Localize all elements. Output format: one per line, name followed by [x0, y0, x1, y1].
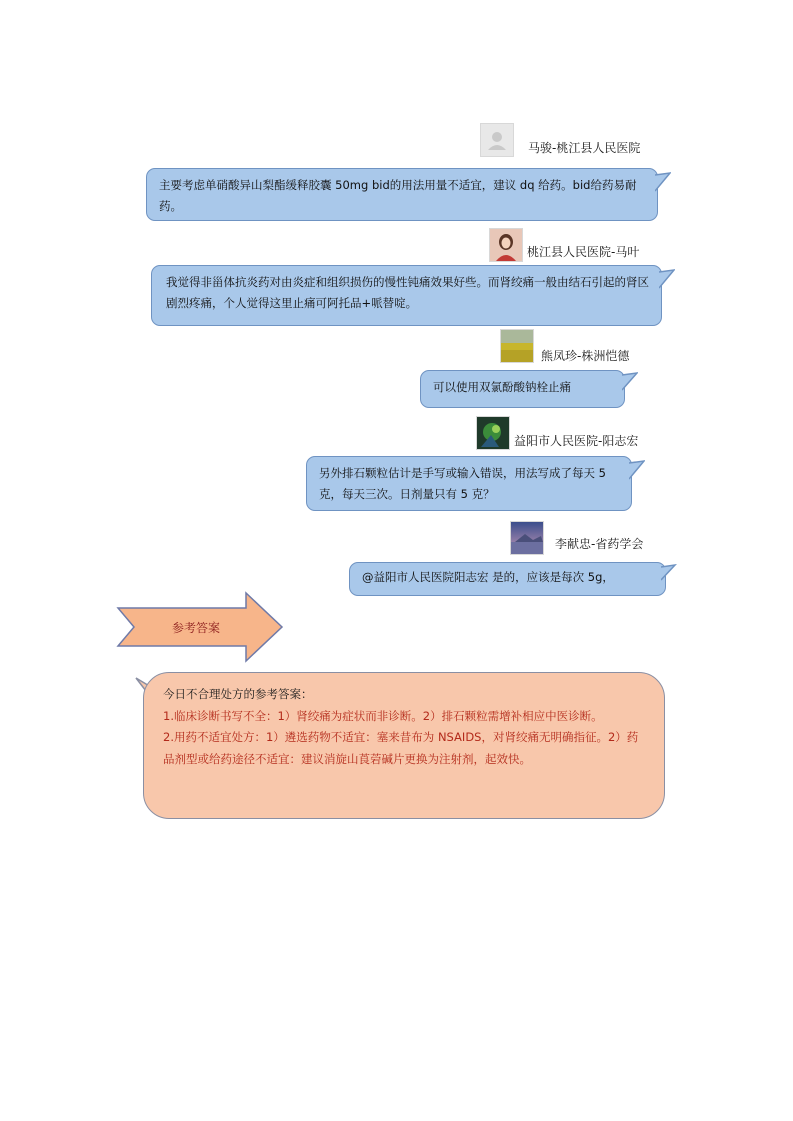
- sender-name: 李献忠-省药学会: [555, 537, 644, 551]
- avatar[interactable]: [510, 521, 544, 555]
- arrow-label: 参考答案: [172, 621, 221, 635]
- message-bubble: [349, 562, 666, 596]
- avatar[interactable]: [500, 329, 534, 363]
- game-character-icon: [477, 417, 509, 449]
- avatar[interactable]: [480, 123, 514, 157]
- answer-title: 今日不合理处方的参考答案：: [163, 687, 313, 701]
- message-text: 另外排石颗粒估计是手写或输入错误，用法写成了每天 5 克，每天三次。日剂量只有 5 克？: [319, 466, 606, 501]
- mountain-lake-icon: [511, 522, 543, 554]
- avatar[interactable]: [476, 416, 510, 450]
- field-photo-icon: [501, 330, 533, 362]
- sender-name: 桃江县人民医院-马叶: [527, 245, 640, 259]
- message-bubble: [420, 370, 625, 408]
- message-text: 主要考虑单硝酸异山梨酯缓释胶囊 50mg bid的用法用量不适宜，建议 dq 给药。bid给药易耐药。: [159, 178, 637, 213]
- message-text: 可以使用双氯酚酸钠栓止痛: [433, 380, 571, 394]
- bubble-tail: [655, 172, 671, 194]
- default-user-icon: [481, 124, 513, 156]
- message-text: 我觉得非甾体抗炎药对由炎症和组织损伤的慢性钝痛效果好些。而肾绞痛一般由结石引起的肾区剧烈疼痛，个人觉得这里止痛可阿托品+哌替啶。: [166, 275, 649, 310]
- sender-name: 益阳市人民医院-阳志宏: [514, 434, 639, 448]
- bubble-tail: [661, 564, 677, 584]
- sender-name: 马骏-桃江县人民医院: [528, 141, 641, 155]
- message-bubble: [306, 456, 632, 511]
- portrait-photo-icon: [490, 229, 522, 261]
- bubble-tail: [659, 269, 675, 291]
- sender-name: 熊凤珍-株洲恺德: [541, 349, 630, 363]
- reference-answer-box: [143, 672, 665, 819]
- answer-item-2: 2.用药不适宜处方：1）遴选药物不适宜：塞来昔布为 NSAIDS，对肾绞痛无明确指征。2）药品剂型或给药途径不适宜：建议消旋山莨菪碱片更换为注射剂，起效快。: [163, 730, 639, 766]
- message-bubble: [151, 265, 662, 326]
- bubble-tail: [622, 372, 638, 394]
- reference-answer-arrow: [116, 591, 284, 663]
- message-text: @益阳市人民医院阳志宏 是的，应该是每次 5g，: [362, 570, 614, 584]
- message-bubble: [146, 168, 658, 221]
- bubble-tail: [629, 460, 645, 482]
- avatar[interactable]: [489, 228, 523, 262]
- answer-item-1: 1.临床诊断书写不全：1）肾绞痛为症状而非诊断。2）排石颗粒需增补相应中医诊断。: [163, 708, 603, 723]
